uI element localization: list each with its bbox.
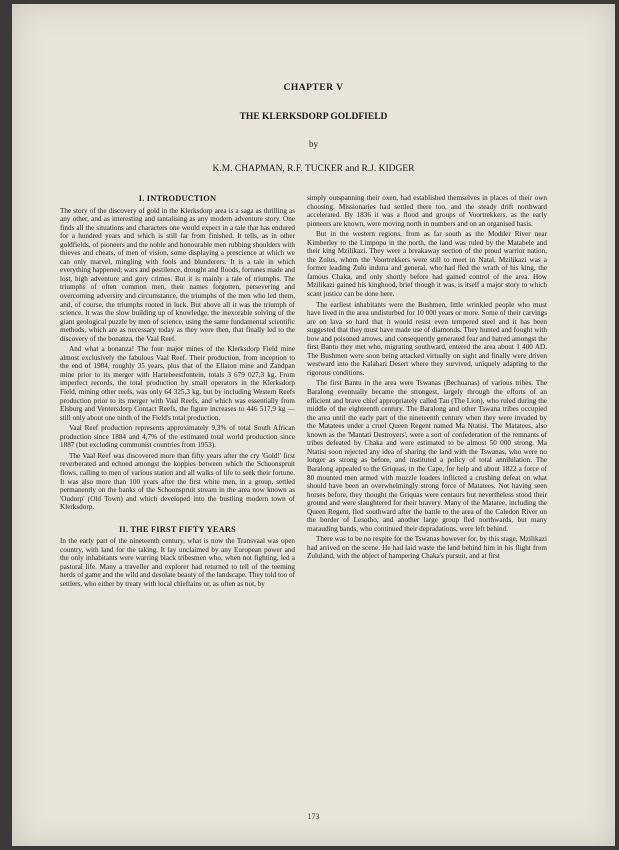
chapter-title: THE KLERKSDORP GOLDFIELD	[239, 112, 388, 122]
chapter-label: CHAPTER V	[283, 83, 344, 93]
paragraph: The earliest inhabitants were the Bushmen, little wrinkled people who must have lived in the area undisturbed for 10 000 years or more. Some of their carvings are on lava so hard that it would resist even tempered steel and it has been suggested that they must have made use of diamonds. They hunted and fought with bow and poisoned arrows, and consequently generated fear and hatred amongst the first Bantu they met who, migrating southward, entered the area about 1 400 AD. The Bushmen were soon being attacked virtually on sight and finally were driven westward into the Kalahari Desert where they survived, uniquely adapting to the rigorous conditions.	[307, 300, 547, 377]
paragraph: The first Bantu in the area were Tswanas (Bechuanas) of various tribes. The Baralong eventually became the strongest, largely through the efforts of an efficient and brave chief appropriately called Tau (The Lion), who ruled during the middle of the eighteenth century. The Baralong and other Tswana tribes occupied the area until the early part of the nineteenth century when they were invaded by the Matatees under a cruel Queen Regent named Ma Ntatisi. The Matatees, also known as the 'Mantati Destroyers', were a sort of confederation of the remnants of tribes defeated by Chaka and were estimated to be almost 50 000 strong. Ma Ntatisi soon rejected any idea of sharing the land with the Tswanas, who were no longer as strong as before, and instituted a policy of total annihilation. The Baralong appealed to the Griquas, in the Cape, for help and about 1822 a force of 80 mounted men armed with muzzle loaders inflicted a crushing defeat on what should have been an overwhelmingly strong force of Matatees. Not having seen horses before, they thought the Griquas were centaurs but nevertheless stood their ground and were slaughtered for their bravery. Many of the Matatee, including the Queen Regent, fled southward after the battle to the area of the Caledon River on the border of Lesotho, and another large group fled northwards, but many marauding bands, who continued their depradations, were left behind.	[307, 379, 547, 533]
right-column	[307, 194, 547, 563]
left-column	[60, 194, 295, 591]
paragraph: The story of the discovery of gold in the Klerksdorp area is a saga as thrilling as any other, and as interesting and tantalising as any modern adventure story. One finds all the situations and characters one would expect in a tale that has endured for a hundred years and which is still far from finished. It tells, as in other goldfields, of pioneers and the noble and honourable men rubbing shoulders with thieves and cheats, of men of vision, some displaying a prescience at which we can only marvel, mingling with fools and blunderers. It is a tale in which everything happened; wars and pestilence, drought and floods, fortunes made and lost, high adventure and gory crimes. But it is mainly a tale of triumphs. The triumphs of often common men, their names forgotten, persevering and overcoming adversity and circumstance, the triumphs of the men who led them, and, of course, the triumphs rooted in luck. But above all it was the triumph of science. It was the slow building up of knowledge, the inexorable solving of the giant geological puzzle by men of science, using the same fundamental scientific methods, which are as necessary today as they were then, that finally led to the discovery of the bonanza, the Vaal Reef.	[60, 206, 295, 343]
by-line: by	[309, 139, 318, 149]
paragraph: And what a bonanza! The four major mines of the Klerksdorp Field mine almost exclusively the fabulous Vaal Reef. Their production, from inception to the end of 1984, roughly 35 years, plus that of the Ellaton mine and Zandpan mine prior to its merger with Hartebeestfontein, totals 3 679 027,3 kg. From imperfect records, the total production by small operators in the Klerksdorp Field, mining other reefs, was only 64 325,3 kg, but by including Western Reefs production prior to its merger with Vaal Reefs, and which was essentially from Elsburg and Ventersdorp Contact Reefs, the figure increases to 446 517,9 kg — still only about one ninth of the Field's total production.	[60, 345, 295, 422]
book-page	[12, 4, 615, 846]
paragraph: Vaal Reef production represents approximately 9,3% of total South African production since 1884 and 4,7% of the estimated total world production since 1887 (but excluding communist countries from 1953).	[60, 424, 295, 450]
paragraph: But in the western regions, from as far south as the Modder River near Kimberley to the Limpopo in the north, the land was ruled by the Matabele and their king Mzilikazi. They were a breakaway section of the proud warrior nation, the Zulus, whom the Voortrekkers were still to meet in Natal. Mzilikazi was a former leading Zulu induna and general, who had fled the wrath of his king, the famous Chaka, and only shortly before had gained control of the area. How Mzilikazi gained his kinghood, brief though it was, is itself a major story to which scant justice can be done here.	[307, 230, 547, 299]
section-heading-first-fifty-years: II. THE FIRST FIFTY YEARS	[119, 524, 236, 534]
paragraph: The Vaal Reef was discovered more than fifty years after the cry 'Gold!' first reverberated and echoed amongst the koppies between which the Schoonspruit flows, calling to men of various station and all walks of life to seek their fortune. It was also more than 100 years after the first white men, in a group, settled permanently on the banks of the Schoonspruit stream in the area now known as 'Oudorp' (Old Town) and which developed into the bustling modern town of Klerksdorp.	[60, 451, 295, 512]
authors: K.M. CHAPMAN, R.F. TUCKER and R.J. KIDGER	[212, 164, 415, 174]
paragraph: simply outspanning their oxen, had established themselves in places of their own choosing. Missionaries had settled there too, and the steady drift northward accelerated. By 1836 it was a flood and groups of Voortrekkers, as the early pioneers are known, were moving north in numbers and on an organised basis.	[307, 194, 547, 228]
paragraph: There was to be no respite for the Tswanas however for, by this stage, Mzilikazi had arrived on the scene. He had laid waste the land behind him in his flight from Zululand, with the object of hampering Chaka's pursuit, and at first	[307, 535, 547, 561]
page-number: 173	[307, 812, 320, 821]
section-heading-introduction: I. INTRODUCTION	[138, 194, 217, 203]
paragraph: In the early part of the nineteenth century, what is now the Transvaal was open country, with land for the taking. It lay unclaimed by any European power and the only inhabitants were warring black tribesmen who, when not fighting, led a pastoral life. Many a traveller and explorer had returned to tell of the teeming herds of game and the wild and desolate beauty of the landscape. They told too of settlers, who either by treaty with local chieftains or, as often as not, by	[60, 537, 295, 588]
